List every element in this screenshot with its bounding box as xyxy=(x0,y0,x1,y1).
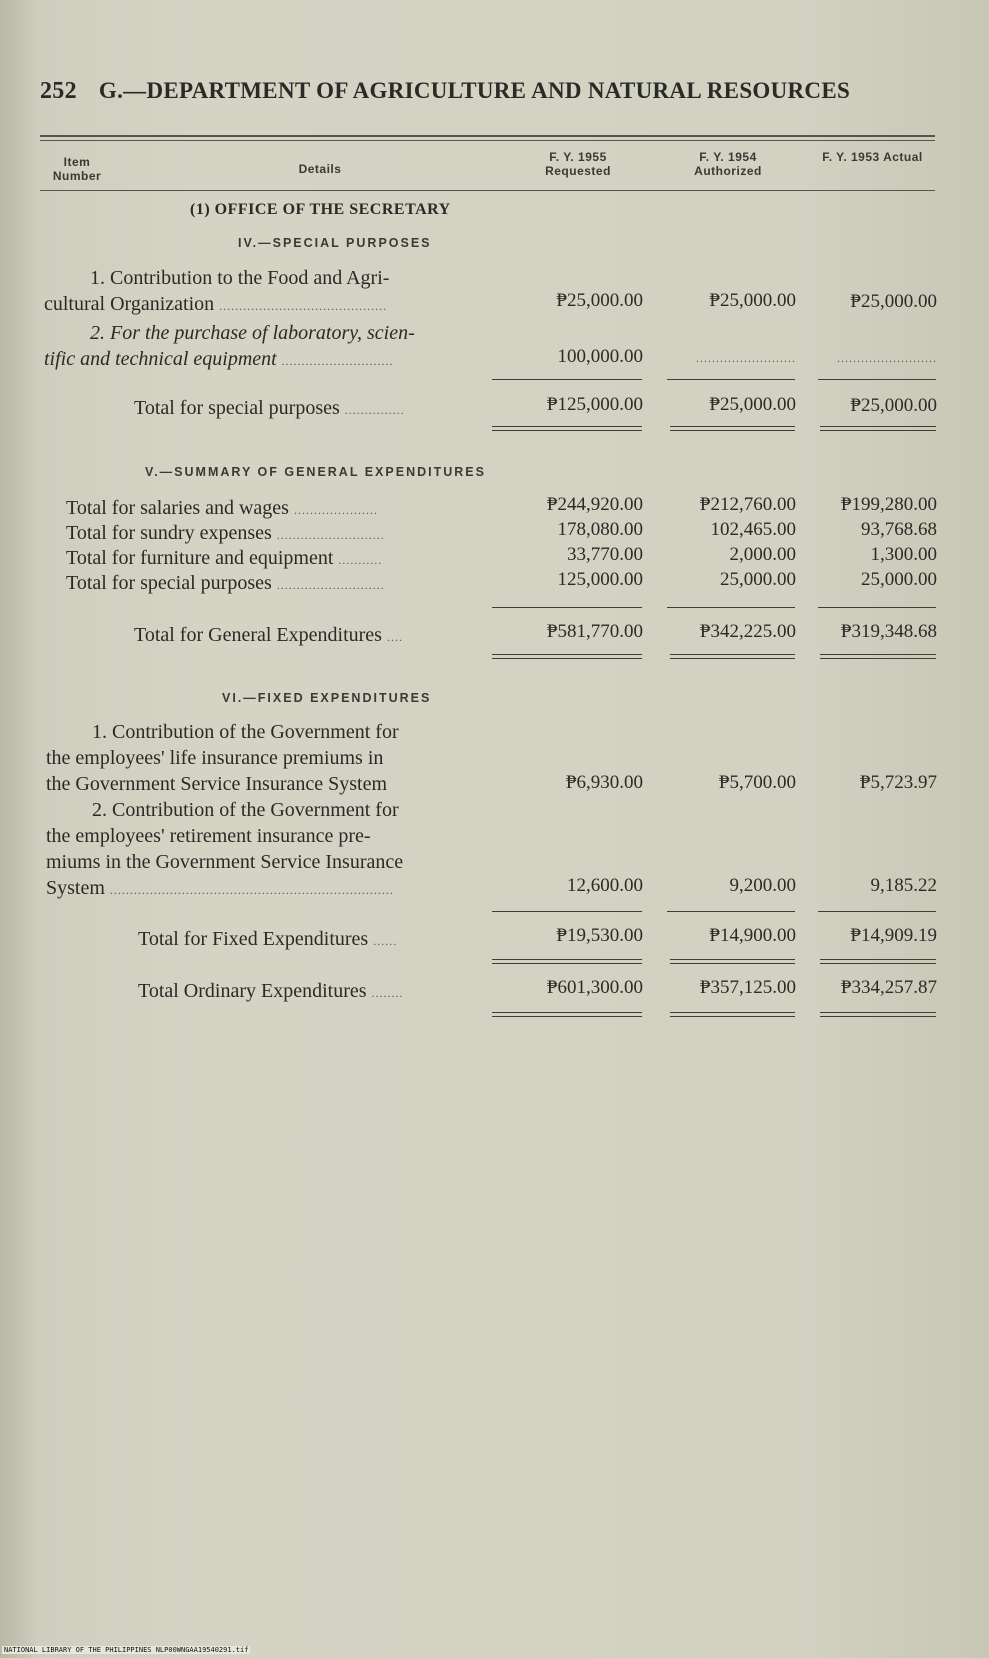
special-item2-line2: tific and technical equipment xyxy=(44,348,277,370)
fixed-item2-fy1955: 12,600.00 xyxy=(567,875,643,896)
special-total-fy1953: ₱25,000.00 xyxy=(850,395,937,416)
fixed-total-fy1955: ₱19,530.00 xyxy=(556,925,643,946)
office-heading: (1) OFFICE OF THE SECRETARY xyxy=(190,201,451,218)
ordinary-total-fy1953: ₱334,257.87 xyxy=(840,977,937,998)
summary-row4-label: Total for special purposes xyxy=(66,572,272,594)
summary-row4-fy1953: 25,000.00 xyxy=(861,569,937,590)
summary-total-fy1954: ₱342,225.00 xyxy=(699,621,796,642)
header-rule-bottom xyxy=(40,190,935,191)
summary-row2-fy1955: 178,080.00 xyxy=(557,519,643,540)
header-rule-top2 xyxy=(40,140,935,141)
col-fy1954: F. Y. 1954 Authorized xyxy=(694,150,762,178)
col-fy1955: F. Y. 1955 Requested xyxy=(545,150,611,178)
fixed-item2-fy1954: 9,200.00 xyxy=(729,875,796,896)
fixed-item1-line1: 1. Contribution of the Government for xyxy=(92,721,399,743)
page-title: G.—DEPARTMENT OF AGRICULTURE AND NATURAL RESOURCES xyxy=(98,78,851,103)
summary-total-label: Total for General Expenditures xyxy=(134,624,382,646)
fixed-total-fy1953: ₱14,909.19 xyxy=(850,925,937,946)
special-item2-fy1955: 100,000.00 xyxy=(557,346,643,367)
ordinary-total-fy1955: ₱601,300.00 xyxy=(546,977,643,998)
summary-row3-fy1954: 2,000.00 xyxy=(729,544,796,565)
col-item-number: Item Number xyxy=(52,155,102,183)
special-item1-fy1953: ₱25,000.00 xyxy=(850,291,937,312)
fixed-item2-fy1953: 9,185.22 xyxy=(870,875,937,896)
summary-row3-fy1953: 1,300.00 xyxy=(870,544,937,565)
col-fy1953: F. Y. 1953 Actual xyxy=(822,150,923,164)
col-details: Details xyxy=(298,162,342,176)
special-item1-line2: cultural Organization xyxy=(44,293,215,315)
fixed-item1-fy1953: ₱5,723.97 xyxy=(859,772,937,793)
page-header xyxy=(40,78,940,105)
fixed-item1-fy1955: ₱6,930.00 xyxy=(565,772,643,793)
summary-row1-fy1955: ₱244,920.00 xyxy=(546,494,643,515)
summary-total-fy1955: ₱581,770.00 xyxy=(546,621,643,642)
fixed-total-fy1954: ₱14,900.00 xyxy=(709,925,796,946)
summary-row2-fy1954: 102,465.00 xyxy=(710,519,796,540)
fixed-item2-line4: System xyxy=(46,877,105,899)
fixed-item1-line2: the employees' life insurance premiums in xyxy=(46,747,384,769)
summary-heading: V.—SUMMARY OF GENERAL EXPENDITURES xyxy=(145,465,486,479)
document-page: 252 G.—DEPARTMENT OF AGRICULTURE AND NATURAL RESOURCES Item Number Details F. Y. 1955 Requested F. Y. 1954 Authorized F. Y. 1953 Actual (1) OFFICE OF THE SECRETARY IV.—SPECIAL PURPOSES 1. Contribution to the Food and Agri- cultural Organization .......................................... ₱25,000.00 ₱25,000.00 ₱25,000.00 2. For the purchase of laboratory, scien- tific and technical equipment ............................ 100,000.00 ......................... ......................... Total for special purposes ............... ₱125,000.00 ₱25,000.00 ₱25,000.00 V.—SUMMARY OF GENERAL EXPENDITURES Total for salaries and wages ..................... ₱244,920.00 ₱212,760.00 ₱199,280.00 Total for sundry expenses ........................... 178,080.00 102,465.00 93,768.68 Total for furniture and equipment ........... 33,770.00 2,000.00 1,300.00 Total for special purposes ........................... 125,000.00 25,000.00 25,000.00 Total for General Expenditures .... ₱581,770.00 ₱342,225.00 ₱319,348.68 VI.—FIXED EXPENDITURES 1. Contribution of the Government for the employees' life insurance premiums in the Government Service Insurance System ₱6,930.00 ₱5,700.00 ₱5,723.97 2. Contribution of the Government for the employees' retirement insurance pre- miums in the Government Service Insurance System ....................................................................... 12,600.00 9,200.00 9,185.22 Total for Fixed Expenditures ...... ₱19,530.00 ₱14,900.00 ₱14,909.19 Total Ordinary Expenditures ........ ₱601,300.00 ₱357,125.00 ₱334,257.87 NATIONAL LIBRARY OF THE PHILIPPINES NLP00WNGAA19540291.tif xyxy=(0,0,989,1658)
summary-row4-fy1954: 25,000.00 xyxy=(720,569,796,590)
summary-row2-label: Total for sundry expenses xyxy=(66,522,272,544)
special-heading: IV.—SPECIAL PURPOSES xyxy=(238,236,432,250)
fixed-item2-line2: the employees' retirement insurance pre- xyxy=(46,825,371,847)
special-item2-line1: 2. For the purchase of laboratory, scien- xyxy=(90,322,415,344)
summary-row2-fy1953: 93,768.68 xyxy=(861,519,937,540)
summary-row3-label: Total for furniture and equipment xyxy=(66,547,334,569)
ordinary-total-fy1954: ₱357,125.00 xyxy=(699,977,796,998)
page-number: 252 xyxy=(40,78,77,104)
special-item1-fy1955: ₱25,000.00 xyxy=(556,290,643,311)
summary-row4-fy1955: 125,000.00 xyxy=(557,569,643,590)
fixed-item2-line1: 2. Contribution of the Government for xyxy=(92,799,399,821)
fixed-total-label: Total for Fixed Expenditures xyxy=(138,928,369,950)
summary-row1-fy1954: ₱212,760.00 xyxy=(699,494,796,515)
summary-row1-label: Total for salaries and wages xyxy=(66,497,289,519)
summary-row3-fy1955: 33,770.00 xyxy=(567,544,643,565)
header-rule-top xyxy=(40,135,935,137)
special-item1-line1: 1. Contribution to the Food and Agri- xyxy=(90,267,390,289)
fixed-item1-fy1954: ₱5,700.00 xyxy=(718,772,796,793)
special-item1-fy1954: ₱25,000.00 xyxy=(709,290,796,311)
scan-footer: NATIONAL LIBRARY OF THE PHILIPPINES NLP00WNGAA19540291.tif xyxy=(4,1646,249,1654)
summary-total-fy1953: ₱319,348.68 xyxy=(840,621,937,642)
special-total-fy1954: ₱25,000.00 xyxy=(709,394,796,415)
summary-row1-fy1953: ₱199,280.00 xyxy=(840,494,937,515)
ordinary-total-label: Total Ordinary Expenditures xyxy=(138,980,367,1002)
fixed-heading: VI.—FIXED EXPENDITURES xyxy=(222,691,432,705)
fixed-item1-line3: the Government Service Insurance System xyxy=(46,773,388,795)
fixed-item2-line3: miums in the Government Service Insurance xyxy=(46,851,404,873)
special-total-fy1955: ₱125,000.00 xyxy=(546,394,643,415)
special-total-label: Total for special purposes xyxy=(134,397,340,419)
